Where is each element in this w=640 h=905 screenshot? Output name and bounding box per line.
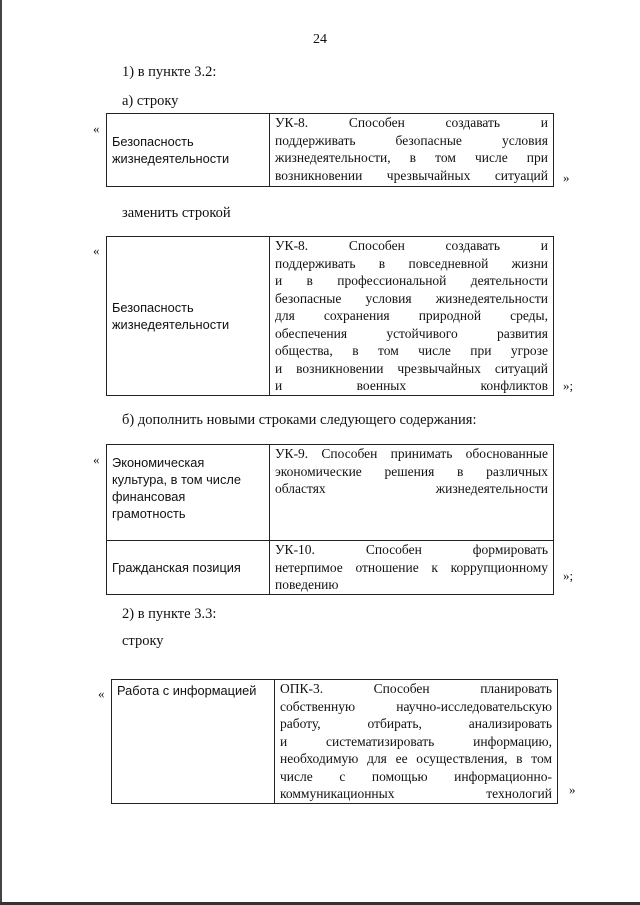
table-2-line: общества, в том числе при угрозе — [275, 343, 548, 358]
table-4-line: ОПК-3. Способен планировать — [280, 681, 552, 696]
table-3 — [106, 444, 554, 595]
table-4-line: работу, отбирать, анализировать — [280, 716, 552, 731]
table-3-row-1-discipline-line: грамотность — [112, 506, 186, 521]
table-2-competence — [270, 237, 554, 396]
table-2 — [106, 236, 554, 396]
table-2-line: и возникновении чрезвычайных ситуаций — [275, 360, 548, 376]
table-4-line: и систематизировать информацию, — [280, 733, 552, 749]
item-1b-heading: б) дополнить новыми строками следующего содержания: — [122, 412, 477, 428]
table-2-line: и в профессиональной деятельности — [275, 273, 548, 288]
scan-edge-left — [0, 0, 2, 905]
open-quote-2: « — [93, 243, 100, 258]
table-2-line: для сохранения природной среды, — [275, 308, 548, 323]
table-3-row-1-competence — [270, 445, 554, 541]
table-3-row-1-line: УК-9. Способен принимать обоснованные — [275, 446, 548, 461]
table-2-discipline: Безопасность жизнедеятельности — [107, 237, 270, 396]
table-4 — [111, 679, 558, 804]
table-4-discipline: Работа с информацией — [112, 680, 275, 804]
table-4-line: необходимую для ее осуществления, в том — [280, 751, 552, 766]
close-quote-1: » — [563, 170, 570, 185]
table-3-row-1-discipline-line: культура, в том числе — [112, 472, 241, 487]
table-4-line: собственную научно-исследовательскую — [280, 698, 552, 714]
replace-with-text: заменить строкой — [122, 205, 231, 221]
table-1-line: жизнедеятельности, в том числе при — [275, 150, 548, 165]
table-4-line: числе с помощью информационно- — [280, 768, 552, 784]
table-1 — [106, 113, 554, 187]
table-3-row-2-discipline: Гражданская позиция — [107, 541, 270, 595]
item-1-heading: 1) в пункте 3.2: — [122, 64, 217, 80]
close-quote-2: »; — [563, 378, 574, 393]
table-2-line: УК-8. Способен создавать и — [275, 238, 548, 253]
table-2-line: поддерживать в повседневной жизни — [275, 255, 548, 271]
table-3-row-2-line: УК-10. Способен формировать — [275, 542, 548, 557]
close-quote-4: » — [569, 782, 576, 797]
table-2-line: безопасные условия жизнедеятельности — [275, 290, 548, 306]
table-1-line: поддерживать безопасные условия — [275, 132, 548, 148]
table-3-row-2-line: поведению — [275, 577, 339, 592]
page-number: 24 — [313, 32, 327, 47]
table-3-row-1-discipline-line: Экономическая — [112, 455, 205, 470]
table-1-competence — [270, 114, 554, 187]
table-2-line: обеспечения устойчивого развития — [275, 325, 548, 341]
table-1-line: возникновении чрезвычайных ситуаций — [275, 167, 548, 183]
table-3-row-2-line: нетерпимое отношение к коррупционному — [275, 559, 548, 575]
open-quote-3: « — [93, 452, 100, 467]
item-2-row-text: строку — [122, 633, 164, 649]
close-quote-3: »; — [563, 568, 574, 583]
table-3-row-2-competence — [270, 541, 554, 595]
table-3-row-1-discipline-line: финансовая — [112, 489, 186, 504]
table-3-row-1-line: областях жизнедеятельности — [275, 481, 548, 496]
table-2-line: и военных конфликтов — [275, 378, 548, 393]
table-1-line: УК-8. Способен создавать и — [275, 115, 548, 130]
table-1-discipline: Безопасность жизнедеятельности — [107, 114, 270, 187]
item-2-heading: 2) в пункте 3.3: — [122, 606, 217, 622]
table-3-row-1-discipline — [107, 445, 270, 541]
table-3-row-1-line: экономические решения в различных — [275, 463, 548, 479]
open-quote-4: « — [98, 686, 105, 701]
open-quote-1: « — [93, 121, 100, 136]
table-4-line: коммуникационных технологий — [280, 786, 552, 801]
table-4-competence — [275, 680, 558, 804]
item-1a-heading: а) строку — [122, 93, 179, 109]
